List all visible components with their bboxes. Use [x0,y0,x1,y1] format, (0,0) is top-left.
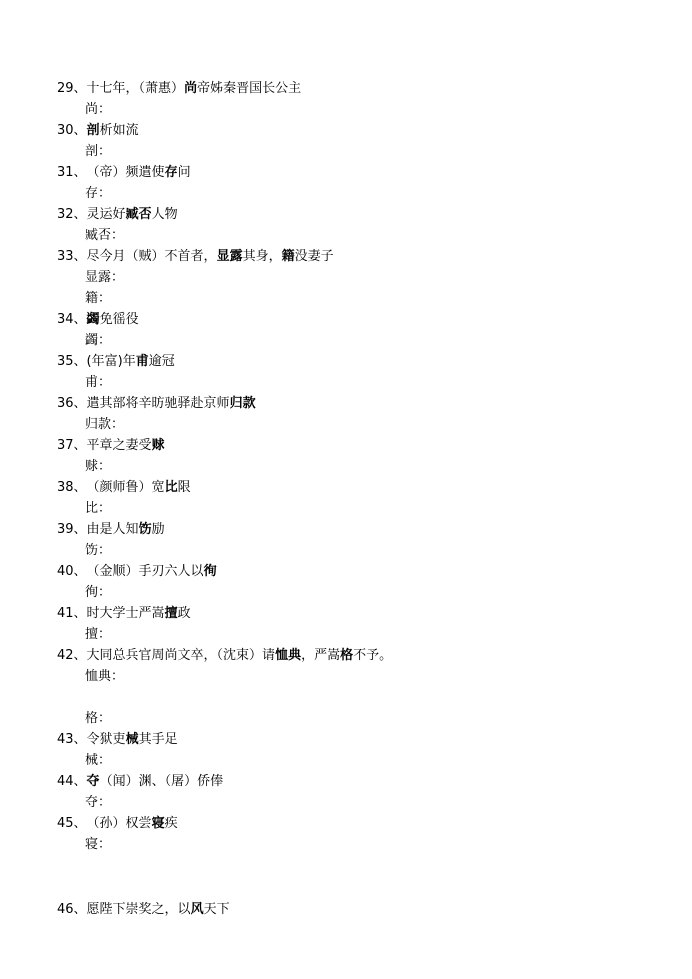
question-number: 41、 [57,606,87,621]
sentence-text: 愿陛下崇奖之，以 [86,902,191,917]
keyword-bold: 夺 [86,774,100,789]
keyword-bold: 尚 [184,81,198,96]
question-line [57,902,230,918]
sentence-text: 其手足 [138,732,178,747]
question-line [57,816,178,832]
question-number: 46、 [57,902,87,917]
question-line [57,606,191,622]
question-number: 42、 [57,648,87,663]
sentence-text: 灵运好 [86,207,126,222]
sentence-text: （金顺）手刃六人以 [86,564,204,579]
keyword-bold: 甫 [135,354,149,369]
sentence-text: 不予。 [353,648,393,663]
keyword-bold: 臧否 [125,207,152,222]
sentence-text: 逾冠 [148,354,175,369]
answer-prompt: 臧否： [85,228,125,243]
sentence-text: 问 [177,165,191,180]
answer-prompt: 籍： [85,291,112,306]
sentence-text: 政 [177,606,191,621]
question-number: 34、 [57,312,87,327]
answer-prompt: 归款： [85,417,125,432]
question-line [57,249,334,265]
keyword-bold: 比 [164,480,178,495]
sentence-text: 尽今月（贼）不首者， [86,249,217,264]
keyword-bold: 格 [340,648,354,663]
answer-prompt: 存： [85,186,112,201]
question-line [57,354,175,370]
keyword-bold: 显露 [216,249,243,264]
answer-prompt: 赇： [85,459,112,474]
question-line [57,732,178,748]
answer-prompt: 夺： [85,795,112,810]
question-number: 36、 [57,396,87,411]
sentence-text: 励 [151,522,165,537]
sentence-text: 平章之妻受 [86,438,152,453]
question-number: 39、 [57,522,87,537]
sentence-text: 析如流 [99,123,139,138]
question-line [57,648,392,664]
sentence-text: 大同总兵官周尚文卒，（沈束）请 [86,648,276,663]
answer-prompt: 恤典： [85,669,125,684]
sentence-text: 疾 [164,816,178,831]
question-line [57,207,178,223]
answer-prompt: 饬： [85,543,112,558]
question-line [57,564,217,580]
keyword-bold: 蠲 [86,312,100,327]
answer-prompt: 显露： [85,270,125,285]
question-line [57,396,256,412]
answer-prompt: 尚： [85,102,112,117]
keyword-bold: 恤典 [275,648,302,663]
sentence-text: 帝姊秦晋国长公主 [197,81,302,96]
keyword-bold: 徇 [203,564,217,579]
sentence-text: 免徭役 [99,312,139,327]
keyword-bold: 饬 [138,522,152,537]
question-number: 32、 [57,207,87,222]
question-line [57,522,165,538]
sentence-text: ，严嵩 [301,648,341,663]
sentence-text: 由是人知 [86,522,139,537]
sentence-text: 遣其部将辛昉驰驿赴京师 [86,396,230,411]
keyword-bold: 风 [190,902,204,917]
question-line [57,438,165,454]
sentence-text: （帝）频遣使 [86,165,165,180]
question-number: 33、 [57,249,87,264]
question-line [57,312,139,328]
sentence-text: 其身， [242,249,282,264]
answer-prompt: 寝： [85,837,112,852]
question-number: 30、 [57,123,87,138]
question-number: 29、 [57,81,87,96]
question-number: 44、 [57,774,87,789]
sentence-text: 人物 [151,207,178,222]
keyword-bold: 械 [125,732,139,747]
question-line [57,480,191,496]
question-line [57,774,223,790]
answer-prompt: 蠲： [85,333,112,348]
sentence-text: (年富)年 [86,354,136,369]
question-number: 35、 [57,354,87,369]
answer-prompt: 剖： [85,144,112,159]
answer-prompt: 擅： [85,627,112,642]
sentence-text: 令狱吏 [86,732,126,747]
sentence-text: 没妻子 [294,249,334,264]
keyword-bold: 寝 [151,816,165,831]
keyword-bold: 归款 [229,396,256,411]
question-line [57,123,139,139]
question-number: 31、 [57,165,87,180]
keyword-bold: 剖 [86,123,100,138]
question-line [57,81,301,97]
question-number: 43、 [57,732,87,747]
sentence-text: 时大学士严嵩 [86,606,165,621]
question-number: 37、 [57,438,87,453]
question-number: 40、 [57,564,87,579]
sentence-text: 限 [177,480,191,495]
answer-prompt: 徇： [85,585,112,600]
sentence-text: （颜师鲁）宽 [86,480,165,495]
sentence-text: 天下 [203,902,230,917]
question-number: 38、 [57,480,87,495]
keyword-bold: 赇 [151,438,165,453]
sentence-text: 十七年，（萧惠） [86,81,185,96]
answer-prompt: 格： [85,711,112,726]
answer-prompt: 械： [85,753,112,768]
keyword-bold: 籍 [281,249,295,264]
sentence-text: （孙）权尝 [86,816,152,831]
keyword-bold: 存 [164,165,178,180]
answer-prompt: 甫： [85,375,112,390]
question-line [57,165,191,181]
sentence-text: （闻）渊、（屠）侨俸 [99,774,224,789]
keyword-bold: 擅 [164,606,178,621]
answer-prompt: 比： [85,501,112,516]
question-number: 45、 [57,816,87,831]
